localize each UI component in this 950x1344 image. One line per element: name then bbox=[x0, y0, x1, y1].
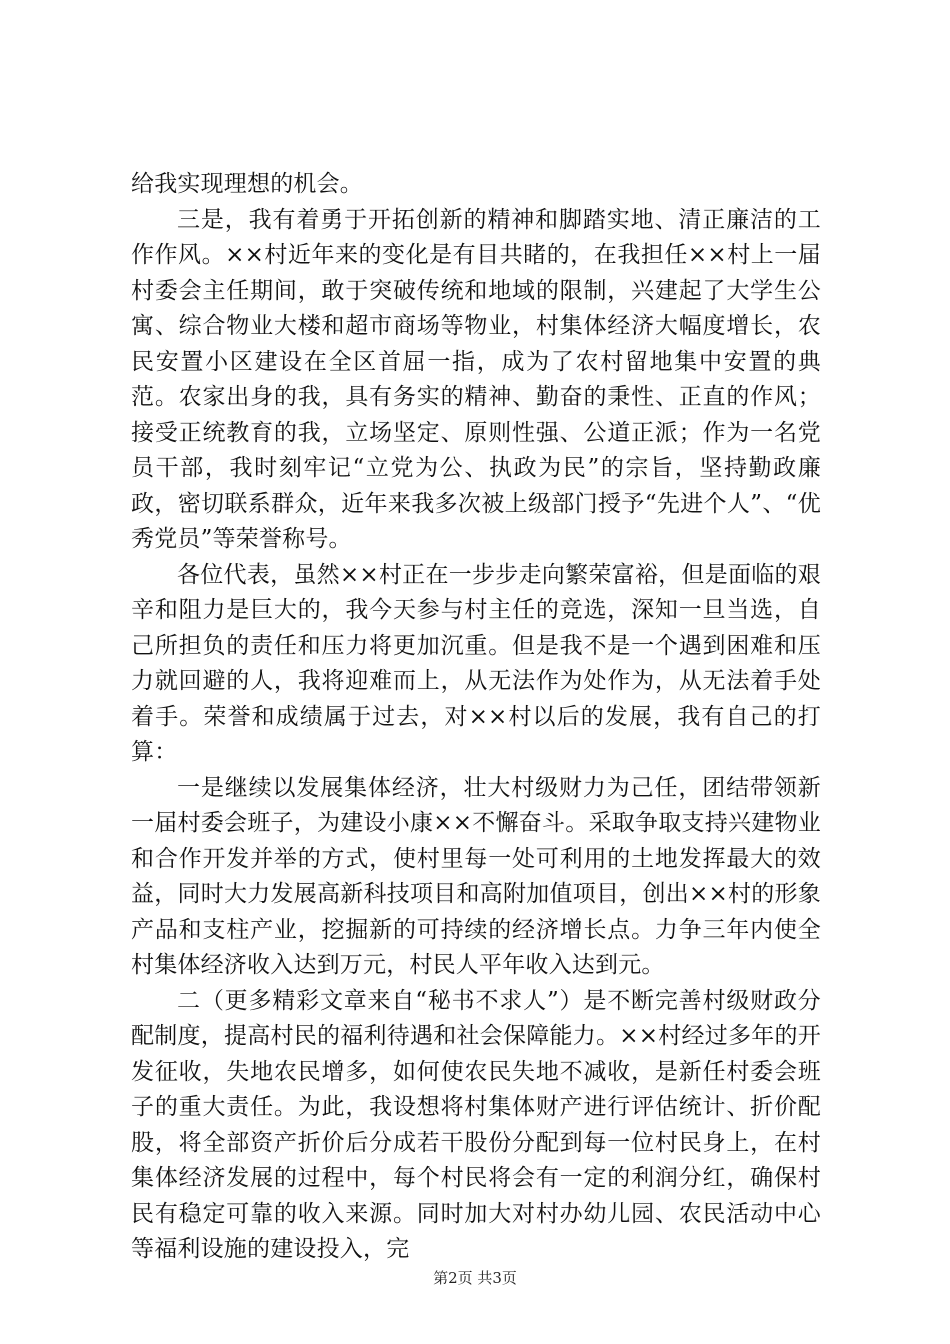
page-number-footer: 第2页 共3页 bbox=[433, 1269, 517, 1287]
paragraph-2: 三是，我有着勇于开拓创新的精神和脚踏实地、清正廉洁的工作作风。××村近年来的变化是有目共睹的，在我担任××村上一届村委会主任期间，敢于突破传统和地域的限制，兴建起了大学生公寓、综合物业大楼和超市商场等物业，村集体经济大幅度增长，农民安置小区建设在全区首屈一指，成为了农村留地集中安置的典范。农家出身的我，具有务实的精神、勤奋的秉性、正直的作风；接受正统教育的我，立场坚定、原则性强、公道正派；作为一名党员干部，我时刻牢记“立党为公、执政为民”的宗旨，坚持勤政廉政，密切联系群众，近年来我多次被上级部门授予“先进个人”、“优秀党员”等荣誉称号。 bbox=[131, 206, 821, 552]
paragraph-5: 二（更多精彩文章来自“秘书不求人”）是不断完善村级财政分配制度，提高村民的福利待遇和社会保障能力。××村经过多年的开发征收，失地农民增多，如何使农民失地不减收，是新任村委会班子的重大责任。为此，我设想将村集体财产进行评估统计、折价配股，将全部资产折价后分成若干股份分配到每一位村民身上，在村集体经济发展的过程中，每个村民将会有一定的利润分红，确保村民有稳定可靠的收入来源。同时加大对村办幼儿园、农民活动中心等福利设施的建设投入，完 bbox=[131, 987, 821, 1262]
document-body bbox=[131, 167, 821, 1268]
paragraph-4: 一是继续以发展集体经济，壮大村级财力为己任，团结带领新一届村委会班子，为建设小康××不懈奋斗。采取争取支持兴建物业和合作开发并举的方式，使村里每一处可利用的土地发挥最大的效益，同时大力发展高新科技项目和高附加值项目，创出××村的形象产品和支柱产业，挖掘新的可持续的经济增长点。力争三年内使全村集体经济收入达到万元，村民人平年收入达到元。 bbox=[131, 774, 821, 978]
paragraph-3: 各位代表，虽然××村正在一步步走向繁荣富裕，但是面临的艰辛和阻力是巨大的，我今天参与村主任的竞选，深知一旦当选，自己所担负的责任和压力将更加沉重。但是我不是一个遇到困难和压力就回避的人，我将迎难而上，从无法作为处作为，从无法着手处着手。荣誉和成绩属于过去，对××村以后的发展，我有自己的打算： bbox=[131, 561, 821, 765]
paragraph-1: 给我实现理想的机会。 bbox=[131, 171, 363, 197]
